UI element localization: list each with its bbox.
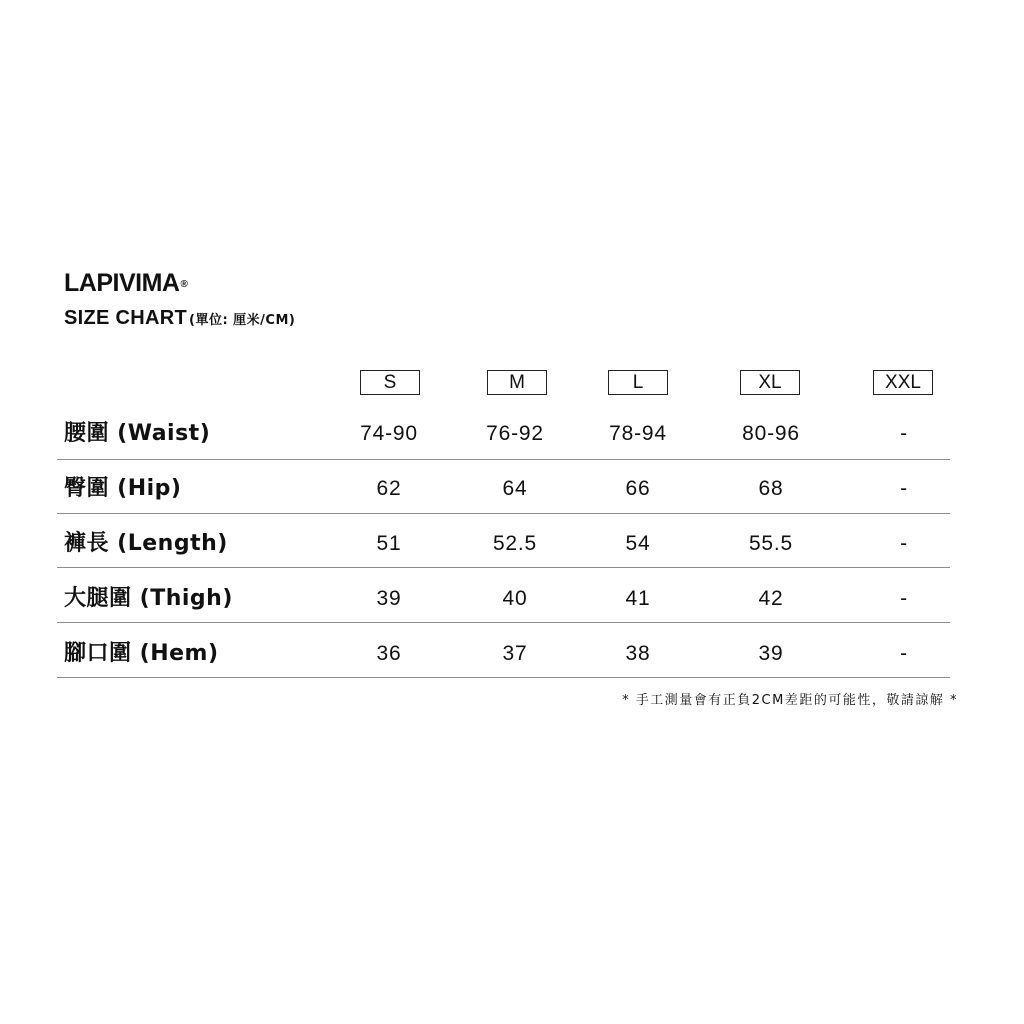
size-header-l: L [608,370,668,395]
table-cell: 64 [502,477,528,500]
table-cell: 42 [758,587,784,610]
chart-title-main: SIZE CHART [64,307,187,329]
row-label: 褲長 (Length) [64,531,228,556]
brand-logo [64,268,187,298]
table-cell: 54 [625,532,651,555]
table-cell: 80-96 [742,422,800,445]
table-cell: 51 [376,532,402,555]
size-header-m: M [487,370,547,395]
row-divider [57,513,950,514]
table-cell: 55.5 [748,532,794,555]
table-cell: 38 [625,642,651,665]
table-cell: 66 [625,477,651,500]
table-cell: 39 [376,587,402,610]
footnote: * 手工測量會有正負2CM差距的可能性，敬請諒解 * [622,693,958,708]
table-cell: 68 [758,477,784,500]
table-cell: 41 [625,587,651,610]
table-cell: - [900,477,908,500]
row-divider [57,677,950,678]
table-cell: 52.5 [492,532,538,555]
chart-title [64,306,295,333]
row-label: 腳口圍 (Hem) [64,641,219,666]
table-cell: 78-94 [609,422,667,445]
row-label: 臀圍 (Hip) [64,476,182,501]
table-cell: 76-92 [486,422,544,445]
row-label: 大腿圍 (Thigh) [64,586,233,611]
table-cell: 36 [376,642,402,665]
table-cell: 62 [376,477,402,500]
row-label: 腰圍 (Waist) [64,421,211,446]
table-cell: - [900,422,908,445]
table-cell: - [900,642,908,665]
table-cell: 40 [502,587,528,610]
table-cell: 37 [502,642,528,665]
row-divider [57,622,950,623]
chart-title-unit: (單位: 厘米/CM) [189,313,296,328]
table-cell: 39 [758,642,784,665]
size-header-s: S [360,370,420,395]
table-cell: 74-90 [360,422,418,445]
row-divider [57,567,950,568]
table-cell: - [900,587,908,610]
registered-mark: ® [180,279,188,290]
size-header-xl: XL [740,370,800,395]
row-divider [57,459,950,460]
brand-name: LAPIVIMA [64,269,180,297]
table-cell: - [900,532,908,555]
size-header-xxl: XXL [873,370,933,395]
